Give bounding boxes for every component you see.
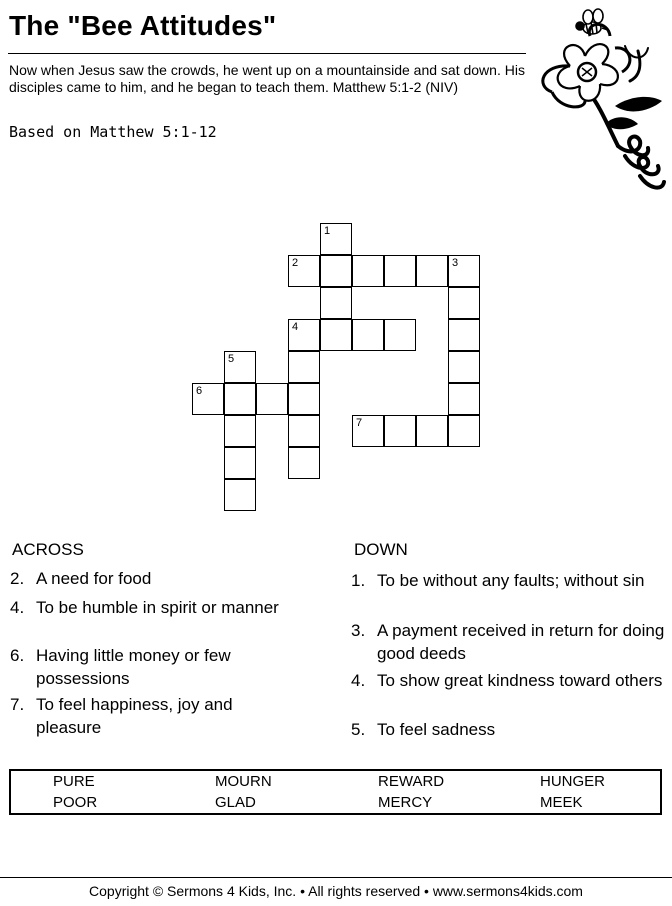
crossword-cell[interactable] (288, 447, 320, 479)
down-clue (351, 619, 667, 665)
clue-number: 4. (10, 598, 25, 617)
clue-number: 1 (324, 225, 331, 237)
crossword-cell[interactable] (320, 255, 352, 287)
word-bank (9, 769, 662, 815)
word-bank-item: MERCY (378, 794, 433, 811)
word-bank-item: GLAD (215, 794, 256, 811)
flower-icon (543, 24, 630, 107)
crossword-cell[interactable] (224, 383, 256, 415)
crossword-cell[interactable] (224, 415, 256, 447)
crossword-cell[interactable] (352, 319, 384, 351)
crossword-cell[interactable] (224, 479, 256, 511)
bee-icon (576, 9, 608, 34)
crossword-cell[interactable] (416, 255, 448, 287)
word-bank-item: POOR (53, 794, 98, 811)
clue-text: To be humble in spirit or manner (36, 598, 279, 617)
clue-number: 7 (356, 417, 363, 429)
crossword-cell[interactable] (256, 383, 288, 415)
clue-text: A need for food (36, 569, 152, 588)
scripture-reference: Based on Matthew 5:1-12 (9, 123, 217, 141)
intro-text: Now when Jesus saw the crowds, he went up on a mountainside and sat down. His disciples came to him, and he began to teach them. Matthew 5:1-2 (NIV) (9, 62, 525, 95)
crossword-cell[interactable] (288, 319, 320, 351)
crossword-cell[interactable] (320, 223, 352, 255)
crossword-cell[interactable] (288, 255, 320, 287)
crossword-cell[interactable] (288, 383, 320, 415)
leaf-icon (605, 97, 662, 129)
clue-number: 4. (351, 671, 366, 690)
crossword-cell[interactable] (384, 255, 416, 287)
crossword-cell[interactable] (224, 447, 256, 479)
clue-text: To show great kindness toward others (377, 671, 663, 690)
across-clue (10, 693, 300, 739)
down-clue (351, 569, 667, 592)
copyright-text: Copyright © Sermons 4 Kids, Inc. • All rights reserved • www.sermons4kids.com (89, 883, 583, 899)
page-title: The "Bee Attitudes" (9, 10, 277, 41)
across-heading: ACROSS (12, 540, 84, 559)
crossword-cell[interactable] (448, 319, 480, 351)
clue-number: 5 (228, 353, 235, 365)
word-bank-item: PURE (53, 773, 95, 790)
crossword-cell[interactable] (352, 255, 384, 287)
crossword-cell[interactable] (352, 415, 384, 447)
clue-number: 2. (10, 569, 25, 588)
crossword-cell[interactable] (192, 383, 224, 415)
flower-bee-illustration (530, 6, 670, 201)
crossword-cell[interactable] (448, 383, 480, 415)
crossword-cell[interactable] (288, 415, 320, 447)
clue-number: 4 (292, 321, 299, 333)
clue-text: A payment received in return for doing good deeds (377, 621, 665, 663)
word-bank-item: HUNGER (540, 773, 606, 790)
clue-number: 1. (351, 571, 366, 590)
clue-text: To feel happiness, joy and pleasure (36, 695, 233, 737)
word-bank-item: REWARD (378, 773, 445, 790)
crossword-cell[interactable] (224, 351, 256, 383)
across-clue (10, 644, 300, 690)
clue-number: 7. (10, 695, 25, 714)
clue-number: 2 (292, 257, 299, 269)
crossword-cell[interactable] (448, 287, 480, 319)
crossword-cell[interactable] (448, 351, 480, 383)
crossword-cell[interactable] (448, 415, 480, 447)
crossword-cell[interactable] (288, 351, 320, 383)
across-clue (10, 596, 330, 619)
clue-text: To be without any faults; without sin (377, 571, 645, 590)
crossword-cell[interactable] (416, 415, 448, 447)
crossword-cell[interactable] (320, 287, 352, 319)
clue-number: 5. (351, 720, 366, 739)
down-clue (351, 718, 667, 741)
word-bank-item: MOURN (215, 773, 272, 790)
clue-text: Having little money or few possessions (36, 646, 231, 688)
word-bank-item: MEEK (540, 794, 583, 811)
down-clue (351, 669, 667, 692)
down-heading: DOWN (354, 540, 408, 559)
crossword-cell[interactable] (384, 319, 416, 351)
title-underline (8, 53, 526, 54)
footer-divider (0, 877, 672, 878)
crossword-cell[interactable] (384, 415, 416, 447)
across-clue (10, 567, 330, 590)
clue-number: 6 (196, 385, 203, 397)
clue-text: To feel sadness (377, 720, 496, 739)
clue-number: 3 (452, 257, 459, 269)
crossword-cell[interactable] (320, 319, 352, 351)
clue-number: 3. (351, 621, 366, 640)
clue-number: 6. (10, 646, 25, 665)
crossword-cell[interactable] (448, 255, 480, 287)
